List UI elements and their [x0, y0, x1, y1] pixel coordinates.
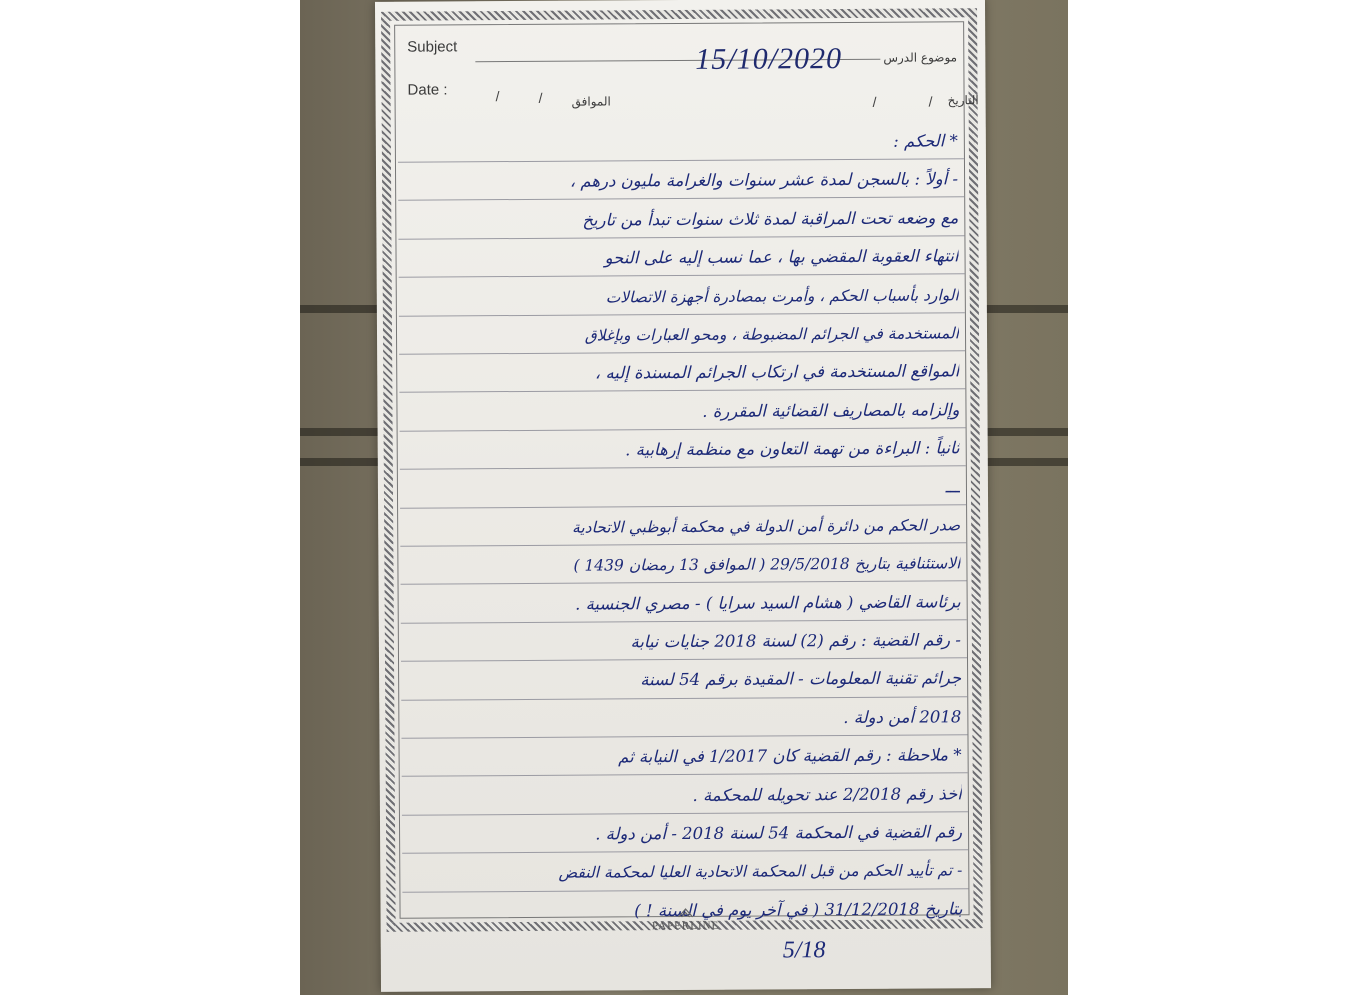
brand-label: PAPERLINE — [651, 919, 720, 933]
handwritten-text — [404, 122, 963, 932]
handwritten-date: 15/10/2020 — [695, 42, 843, 76]
text-line: بتاريخ 31/12/2018 ( في آخر يوم في السنة ! ) — [634, 899, 963, 921]
page-number: 5/18 — [782, 937, 826, 964]
text-line: * الحكم : — [893, 131, 958, 151]
text-line: ثانياً : البراءة من تهمة التعاون مع منظمة إرهابية . — [625, 438, 960, 460]
text-line: - أولاً : بالسجن لمدة عشر سنوات والغرامة مليون درهم ، — [569, 169, 959, 192]
text-line: مع وضعه تحت المراقبة لمدة ثلاث سنوات تبدأ من تاريخ — [582, 208, 959, 230]
text-line: - رقم القضية : رقم (2) لسنة 2018 جنايات نيابة — [630, 630, 961, 652]
text-line: 2018 أمن دولة . — [843, 707, 962, 727]
date-slash: / — [495, 88, 500, 105]
date-slash: / — [538, 89, 543, 106]
text-line: أخذ رقم 2/2018 عند تحويله للمحكمة . — [692, 783, 962, 805]
text-line: - تم تأييد الحكم من قبل المحكمة الاتحادية العليا لمحكمة النقض — [558, 861, 963, 883]
subject-label-en: Subject — [407, 38, 458, 56]
date-label-ar: التاريخ — [947, 93, 979, 108]
text-line: ـــ — [945, 476, 961, 496]
text-line: * ملاحظة : رقم القضية كان 1/2017 في النيابة ثم — [618, 745, 962, 767]
paperline-logo-icon — [678, 908, 694, 918]
text-line: انتهاء العقوبة المقضي بها ، عما نسب إليه على النحو — [604, 246, 959, 268]
text-line: جرائم تقنية المعلومات - المقيدة برقم 54 لسنة — [640, 668, 962, 690]
text-line: وإلزامه بالمصاريف القضائية المقررة . — [702, 400, 960, 421]
text-line: برئاسة القاضي ( هشام السيد سرايا ) - مصري الجنسية . — [574, 591, 961, 614]
text-line: المواقع المستخدمة في ارتكاب الجرائم المسندة إليه ، — [594, 361, 960, 383]
text-line: رقم القضية في المحكمة 54 لسنة 2018 - أمن دولة . — [595, 822, 963, 844]
text-line: الاستئنافية بتاريخ 29/5/2018 ( الموافق 13 رمضان 1439 ) — [573, 554, 961, 575]
date-slash: / — [872, 93, 877, 110]
text-line: صدر الحكم من دائرة أمن الدولة في محكمة أبوظبي الاتحادية — [571, 516, 961, 537]
text-line: المستخدمة في الجرائم المضبوطة ، ومحو العبارات وبإغلاق — [584, 324, 960, 345]
subject-label-ar: موضوع الدرس — [883, 50, 958, 65]
date-slash: / — [928, 93, 933, 110]
document-photo — [300, 0, 1068, 995]
hijri-label-ar: الموافق — [571, 94, 611, 109]
date-label-en: Date : — [407, 81, 448, 99]
lined-paper-sheet — [375, 0, 991, 992]
text-line: الوارد بأسباب الحكم ، وأمرت بمصادرة أجهزة الاتصالات — [605, 285, 959, 307]
